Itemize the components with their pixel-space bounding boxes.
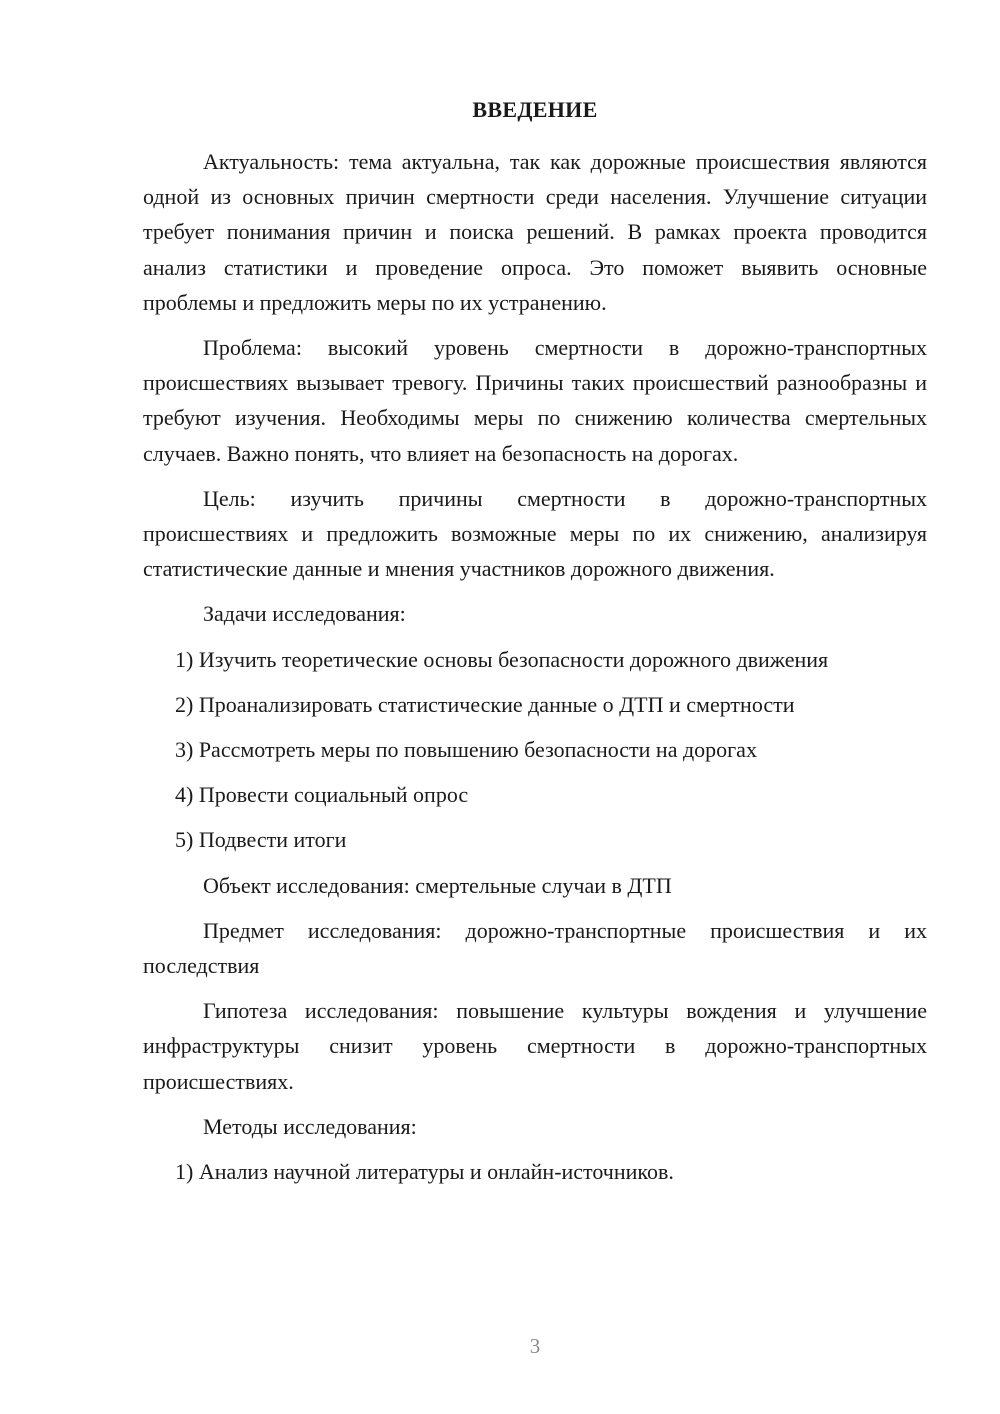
task-item: 5) Подвести итоги [175,827,347,853]
methods-heading: Методы исследования: [203,1113,417,1139]
page-number: 3 [529,1334,541,1358]
task-item: 2) Проанализировать статистические данные о ДТП и смертности [175,691,795,717]
problem-paragraph: Проблема: высокий уровень смертности в дорожно-транспортных происшествиях вызывает тревогу. Причины таких происшествий разнообразны и требуют изучения. Необходимы меры по снижению количества смертельных случаев. Важно понять, что влияет на безопасность на дорогах. [143,335,927,466]
object-paragraph: Объект исследования: смертельные случаи в ДТП [203,872,672,898]
hypothesis-paragraph: Гипотеза исследования: повышение культуры вождения и улучшение инфраструктуры снизит уровень смертности в дорожно-транспортных происшествиях. [143,998,927,1094]
tasks-heading: Задачи исследования: [203,601,406,627]
subject-paragraph: Предмет исследования: дорожно-транспортные происшествия и их последствия [143,917,927,979]
goal-paragraph: Цель: изучить причины смертности в дорожно-транспортных происшествиях и предложить возможные меры по их снижению, анализируя статистические данные и мнения участников дорожного движения. [143,485,927,582]
task-item: 4) Провести социальный опрос [175,782,469,808]
relevance-paragraph: Актуальность: тема актуальна, так как дорожные происшествия являются одной из основных причин смертности среди населения. Улучшение ситуации требует понимания причин и поиска решений. В рамках проекта проводится анализ статистики и проведение опроса. Это поможет выявить основные проблемы и предложить меры по их устранению. [143,149,927,315]
method-item: 1) Анализ научной литературы и онлайн-источников. [175,1159,674,1185]
page-content [143,144,927,1199]
page-title: ВВЕДЕНИЕ [472,97,598,122]
task-item: 3) Рассмотреть меры по повышению безопасности на дорогах [175,737,757,763]
task-item: 1) Изучить теоретические основы безопасности дорожного движения [175,646,829,672]
